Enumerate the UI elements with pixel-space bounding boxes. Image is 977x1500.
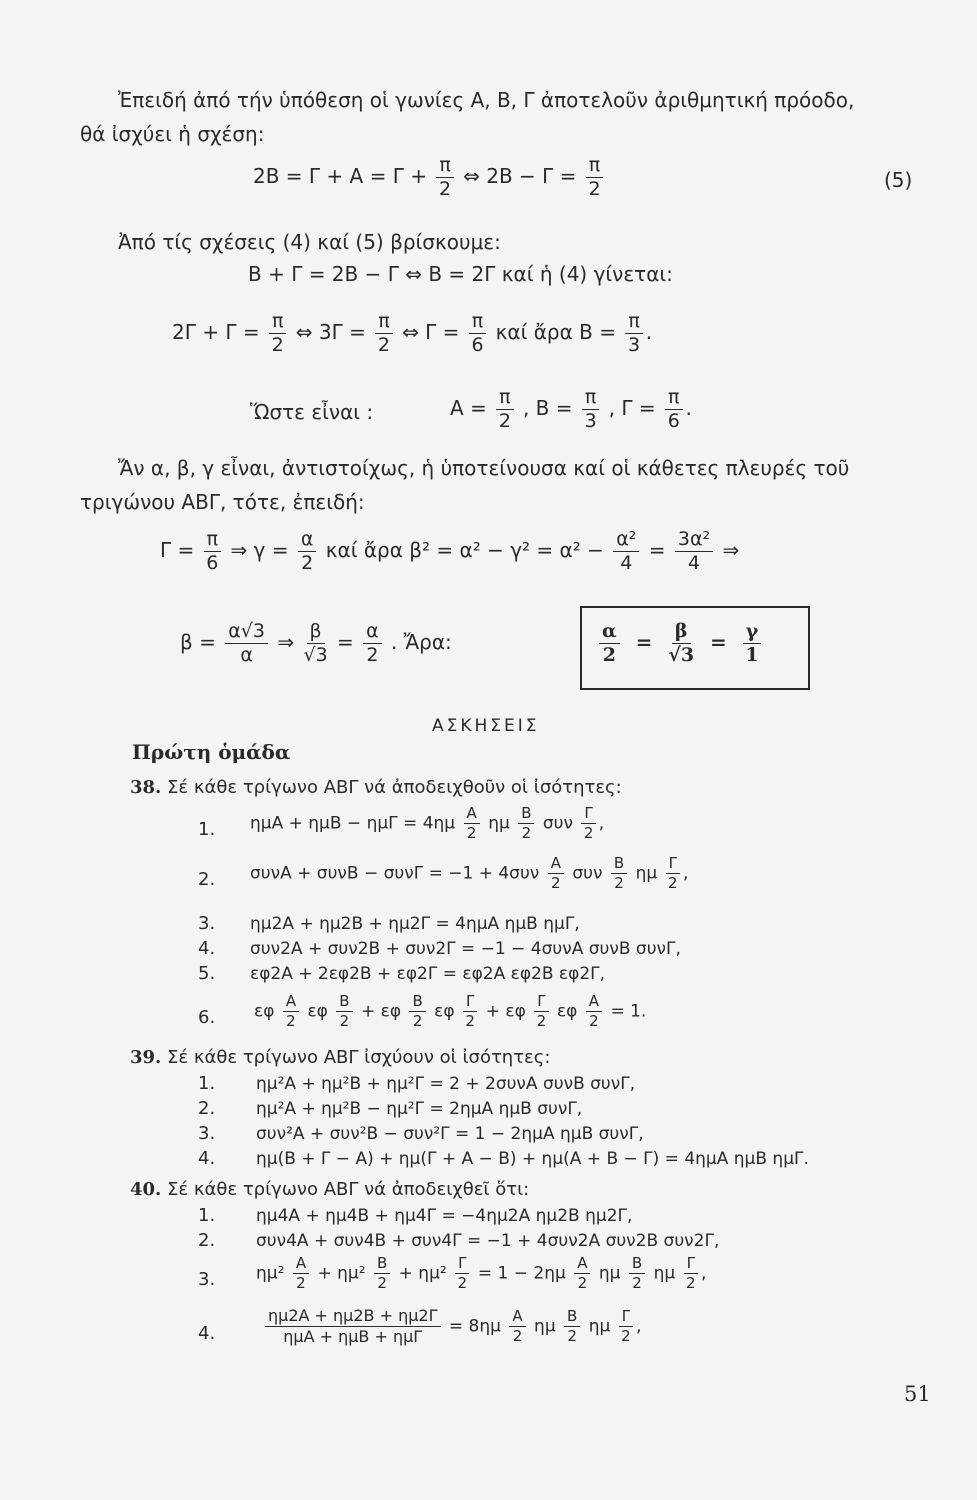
exercise-38-item-3: ημ2Α + ημ2Β + ημ2Γ = 4ημΑ ημΒ ημΓ, bbox=[250, 914, 580, 934]
intro-line-2: θά ἰσχύει ἡ σχέση: bbox=[80, 122, 265, 146]
item-number: 4. bbox=[198, 938, 216, 959]
exercise-39-item-1: ημ²Α + ημ²Β + ημ²Γ = 2 + 2συνΑ συνΒ συνΓ, bbox=[256, 1074, 636, 1094]
equation-label-5: (5) bbox=[884, 168, 913, 192]
item-number: 3. bbox=[198, 1269, 216, 1290]
exercise-38-item-2: συνΑ + συνΒ − συνΓ = −1 + 4συν $\frac{A}{2}$ συν $\frac{B}{2}$ ημ $\frac{\Gamma}{2}$ , bbox=[250, 854, 689, 892]
result-equation: Α = $\frac{\pi}{2}$ , Β = $\frac{\pi}{3}$ , Γ = $\frac{\pi}{6}$ . bbox=[450, 386, 692, 432]
exercise-38-item-6: εφ $\frac{A}{2}$ εφ $\frac{B}{2}$ + εφ $\frac{B}{2}$ εφ $\frac{\Gamma}{2}$ + εφ $\frac{\Gamma}{2}$ εφ $\frac{A}{2}$ = 1. bbox=[254, 992, 647, 1030]
item-number: 2. bbox=[198, 1230, 216, 1251]
exercise-39-item-2: ημ²Α + ημ²Β − ημ²Γ = 2ημΑ ημΒ συνΓ, bbox=[256, 1099, 583, 1119]
exercise-38-item-1: ημΑ + ημΒ − ημΓ = 4ημ $\frac{A}{2}$ ημ $\frac{B}{2}$ συν $\frac{\Gamma}{2}$ , bbox=[250, 804, 605, 842]
exercise-40-header: 40. Σέ κάθε τρίγωνο ΑΒΓ νά ἀποδειχθεῖ ὅτι: bbox=[130, 1179, 530, 1200]
item-number: 4. bbox=[198, 1323, 216, 1344]
equation-7: Γ = $\frac{\pi}{6}$ ⇒ γ = $\frac{\alpha}{2}$ καί ἄρα β² = α² − γ² = α² − $\frac{\text{α²}}{4}$ = $\frac{\text{3α²}}{4}$ ⇒ bbox=[160, 528, 740, 574]
exercise-40-item-4: $\frac{\eta\mu 2A + \eta\mu 2B + \eta\mu 2\Gamma}{\text{ημΑ + ημΒ + ημΓ}}$ = 8ημ $\frac{A}{2}$ ημ $\frac{B}{2}$ ημ $\frac{\Gamma}{2}$ , bbox=[262, 1308, 642, 1345]
exercises-title: ΑΣΚΗΣΕΙΣ bbox=[432, 716, 540, 736]
result-label: Ὥστε εἶναι : bbox=[250, 400, 374, 424]
exercise-38-header: 38. Σέ κάθε τρίγωνο ΑΒΓ νά ἀποδειχθοῦν οἱ ἰσότητες: bbox=[130, 777, 622, 798]
exercise-40-item-2: συν4Α + συν4Β + συν4Γ = −1 + 4συν2Α συν2Β συν2Γ, bbox=[256, 1231, 720, 1251]
exercise-40-item-1: ημ4Α + ημ4Β + ημ4Γ = −4ημ2Α ημ2Β ημ2Γ, bbox=[256, 1206, 633, 1226]
intro-line-4: Β + Γ = 2Β − Γ ⇔ Β = 2Γ καί ἡ (4) γίνεται: bbox=[248, 262, 673, 286]
item-number: 6. bbox=[198, 1007, 216, 1028]
intro-line-5: Ἄν α, β, γ εἶναι, ἀντιστοίχως, ἡ ὑποτείνουσα καί οἱ κάθετες πλευρές τοῦ bbox=[118, 456, 850, 480]
item-number: 3. bbox=[198, 1123, 216, 1144]
item-number: 2. bbox=[198, 869, 216, 890]
exercise-39-item-4: ημ(Β + Γ − Α) + ημ(Γ + Α − Β) + ημ(Α + Β − Γ) = 4ημΑ ημΒ ημΓ. bbox=[256, 1149, 809, 1169]
exercise-38-item-5: εφ2Α + 2εφ2Β + εφ2Γ = εφ2Α εφ2Β εφ2Γ, bbox=[250, 964, 606, 984]
boxed-result-equation: $\frac{\alpha}{2}$ = $\frac{\beta}{√3}$ = $\frac{\gamma}{1}$ bbox=[596, 622, 764, 665]
item-number: 1. bbox=[198, 1073, 216, 1094]
exercise-40-item-3: ημ² $\frac{A}{2}$ + ημ² $\frac{B}{2}$ + ημ² $\frac{\Gamma}{2}$ = 1 − 2ημ $\frac{A}{2}$ ημ $\frac{B}{2}$ ημ $\frac{\Gamma}{2}$ , bbox=[256, 1254, 707, 1292]
item-number: 4. bbox=[198, 1148, 216, 1169]
equation-6: 2Γ + Γ = $\frac{\pi}{2}$ ⇔ 3Γ = $\frac{\pi}{2}$ ⇔ Γ = $\frac{\pi}{6}$ καί ἄρα Β = $\frac{\pi}{3}$ . bbox=[172, 310, 653, 356]
equation-5: 2Β = Γ + Α = Γ + $\frac{\pi}{2}$ ⇔ 2Β − Γ = $\frac{\pi}{2}$ bbox=[253, 156, 606, 199]
item-number: 1. bbox=[198, 819, 216, 840]
intro-line-6: τριγώνου ΑΒΓ, τότε, ἐπειδή: bbox=[80, 490, 365, 514]
item-number: 3. bbox=[198, 913, 216, 934]
intro-line-1: Ἐπειδή ἀπό τήν ὑπόθεση οἱ γωνίες Α, Β, Γ ἀποτελοῦν ἀριθμητική πρόοδο, bbox=[118, 88, 855, 112]
intro-line-3: Ἀπό τίς σχέσεις (4) καί (5) βρίσκουμε: bbox=[118, 230, 501, 254]
group-title: Πρώτη ὁμάδα bbox=[132, 740, 291, 764]
item-number: 1. bbox=[198, 1205, 216, 1226]
page-number: 51 bbox=[904, 1382, 931, 1406]
exercise-39-header: 39. Σέ κάθε τρίγωνο ΑΒΓ ἰσχύουν οἱ ἰσότητες: bbox=[130, 1047, 551, 1068]
item-number: 2. bbox=[198, 1098, 216, 1119]
item-number: 5. bbox=[198, 963, 216, 984]
equation-8: β = $\frac{\alpha√3}{\alpha}$ ⇒ $\frac{\beta}{√3}$ = $\frac{\alpha}{2}$ . Ἄρα: bbox=[180, 620, 452, 666]
exercise-39-item-3: συν²Α + συν²Β − συν²Γ = 1 − 2ημΑ ημΒ συνΓ, bbox=[256, 1124, 644, 1144]
exercise-38-item-4: συν2Α + συν2Β + συν2Γ = −1 − 4συνΑ συνΒ συνΓ, bbox=[250, 939, 681, 959]
